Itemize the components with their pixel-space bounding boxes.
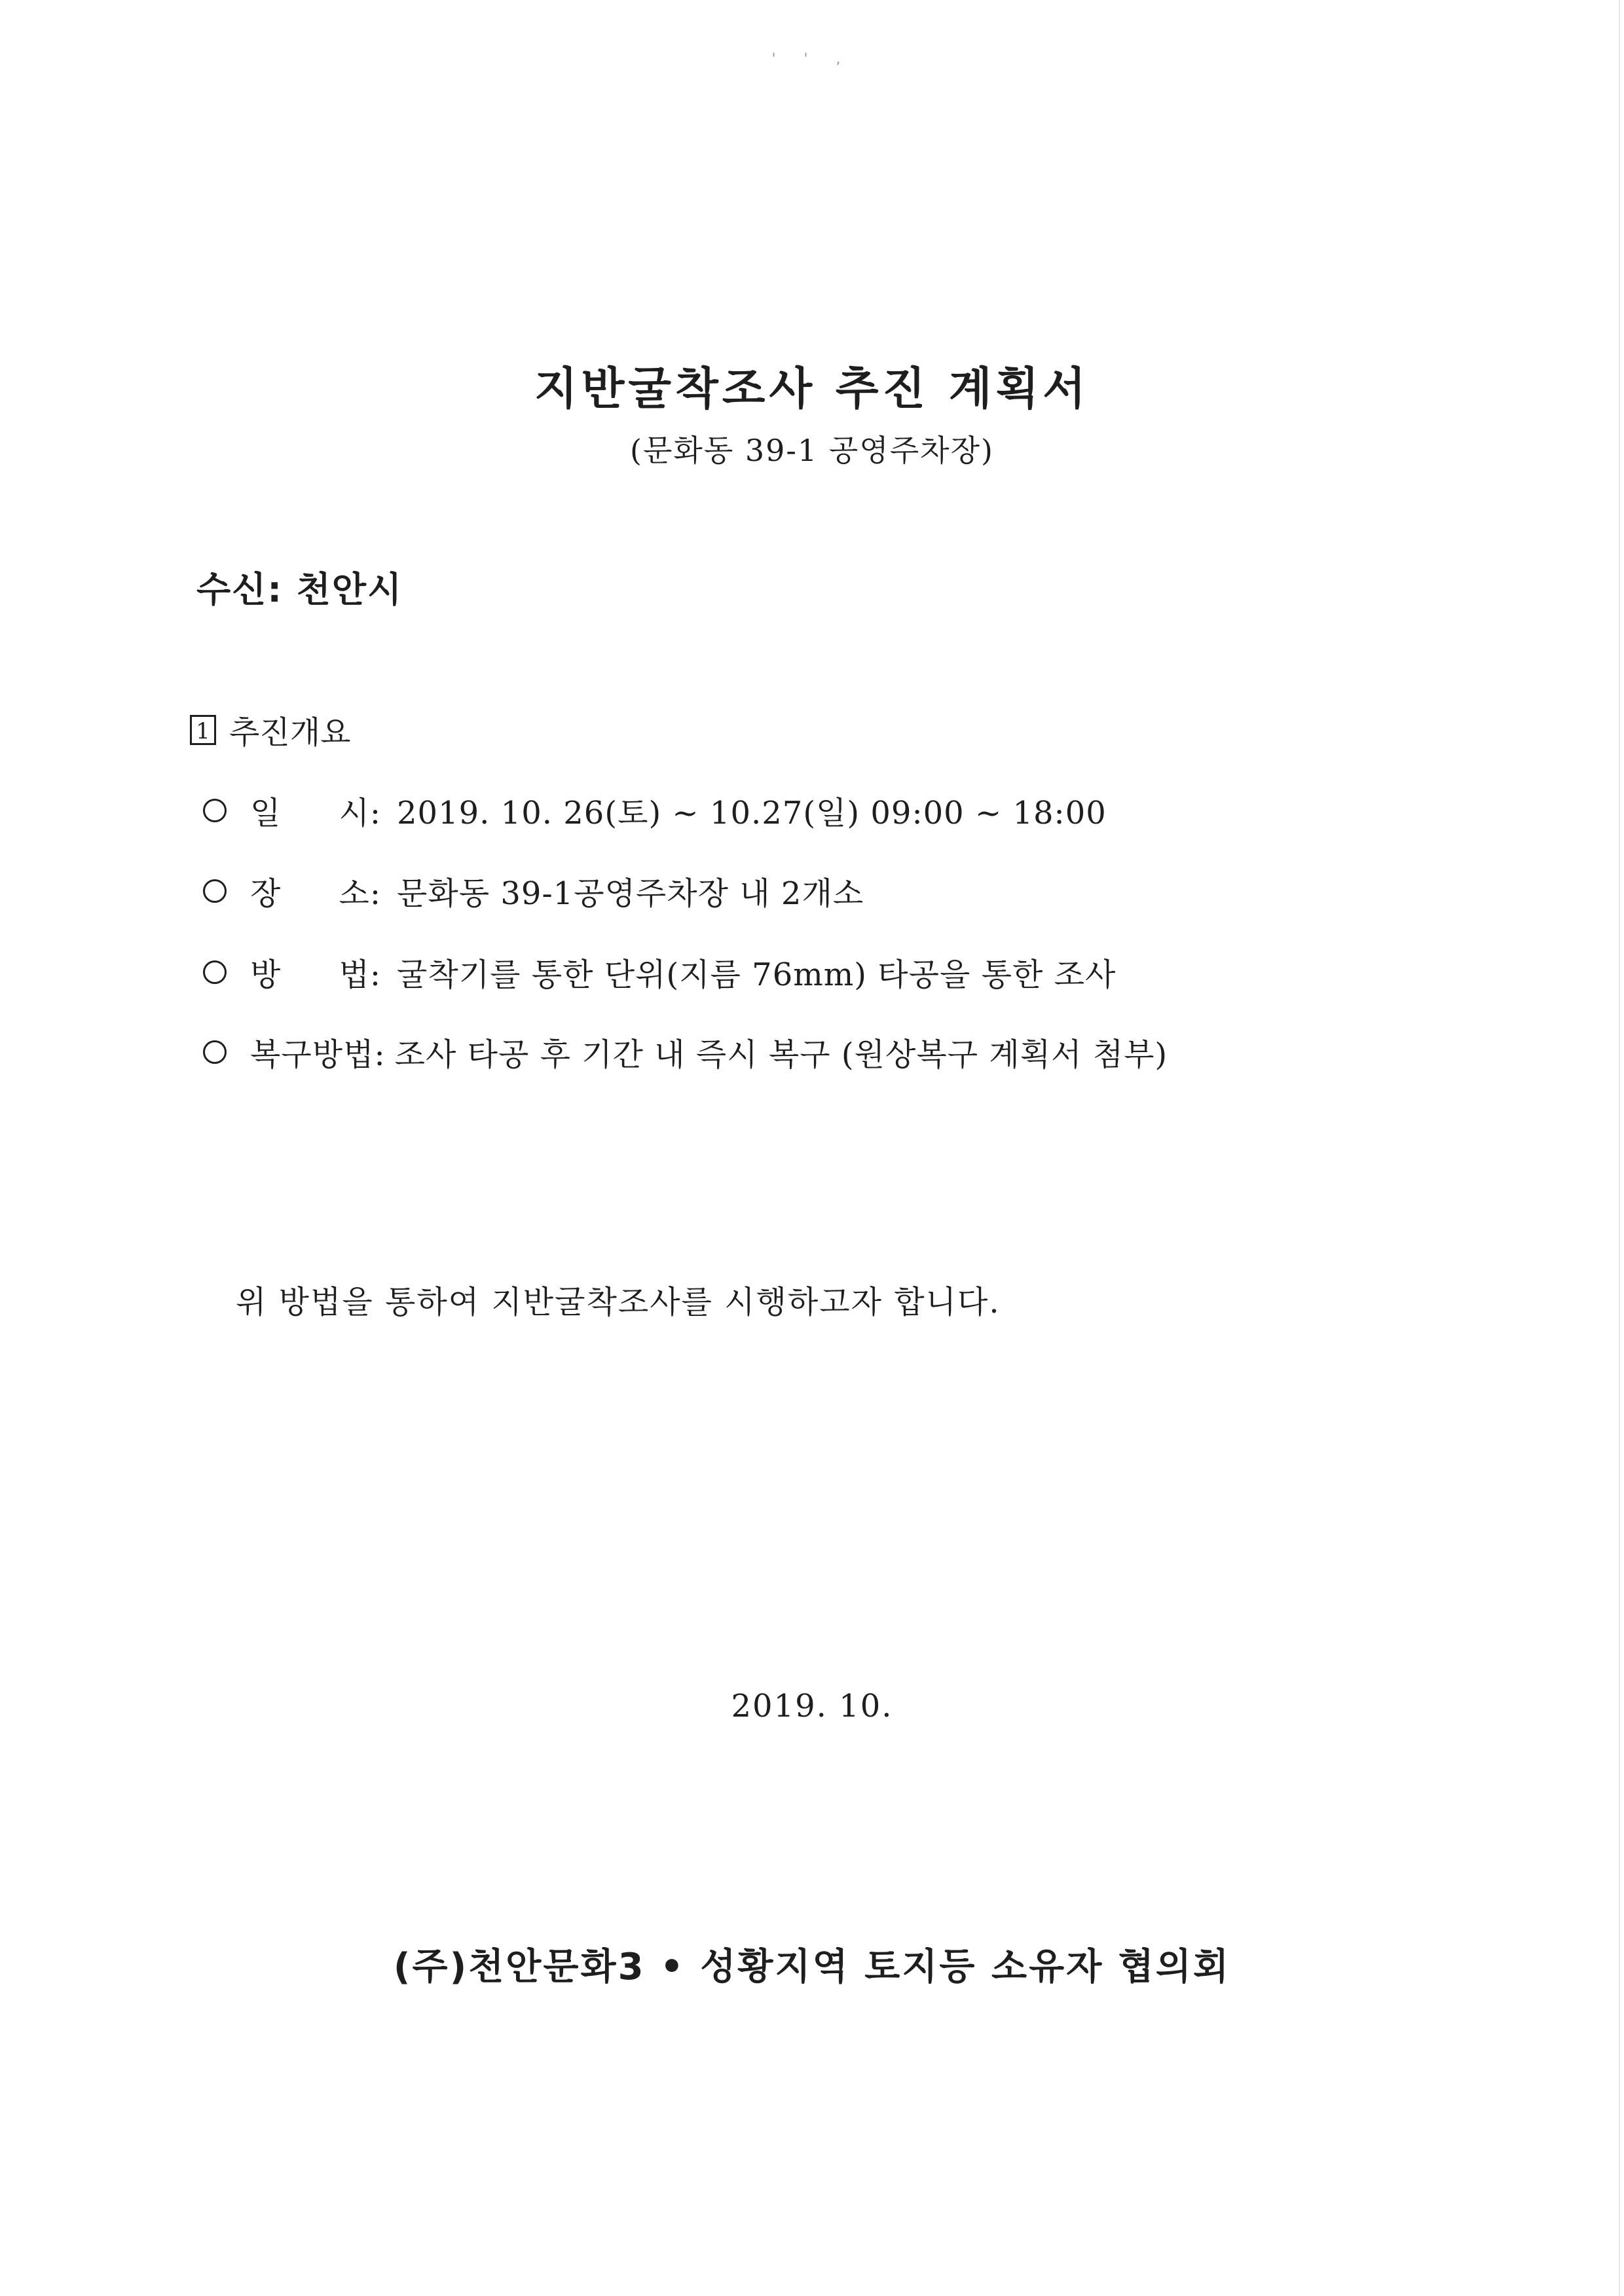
item-label: 방 법: (250, 957, 381, 993)
document-title: 지반굴착조사 추진 계획서 (534, 363, 1090, 415)
section-heading-text: 추진개요 (229, 714, 351, 751)
scan-mark: ' ' , (771, 51, 853, 67)
list-item-location (203, 868, 864, 913)
circle-bullet-icon (203, 1040, 227, 1064)
closing-statement: 위 방법을 통하여 지반굴착조사를 시행하고자 합니다. (236, 1284, 1001, 1321)
item-label: 일 시: (250, 795, 381, 831)
list-item-schedule (203, 788, 1107, 833)
circle-bullet-icon (203, 879, 227, 903)
item-value: 2019. 10. 26(토) ~ 10.27(일) 09:00 ~ 18:00 (397, 795, 1107, 831)
document-subtitle: (문화동 39-1 공영주차장) (630, 433, 994, 468)
circle-bullet-icon (203, 960, 227, 984)
list-item-method (203, 949, 1116, 994)
circle-bullet-icon (203, 799, 227, 822)
list-item-restoration (203, 1029, 1168, 1074)
issuing-organization: (주)천안문화3 • 성황지역 토지등 소유자 협의회 (393, 1946, 1231, 1988)
section-number-box: 1 (190, 715, 216, 745)
item-value: 굴착기를 통한 단위(지름 76mm) 타공을 통한 조사 (397, 957, 1116, 993)
recipient-line: 수신: 천안시 (196, 569, 403, 610)
item-value: 문화동 39-1공영주차장 내 2개소 (397, 875, 864, 912)
item-value: 조사 타공 후 기간 내 즉시 복구 (원상복구 계획서 첨부) (394, 1036, 1168, 1073)
item-label: 장 소: (250, 875, 381, 912)
item-label: 복구방법: (250, 1036, 386, 1073)
document-date: 2019. 10. (731, 1688, 893, 1724)
section-heading (190, 707, 350, 752)
